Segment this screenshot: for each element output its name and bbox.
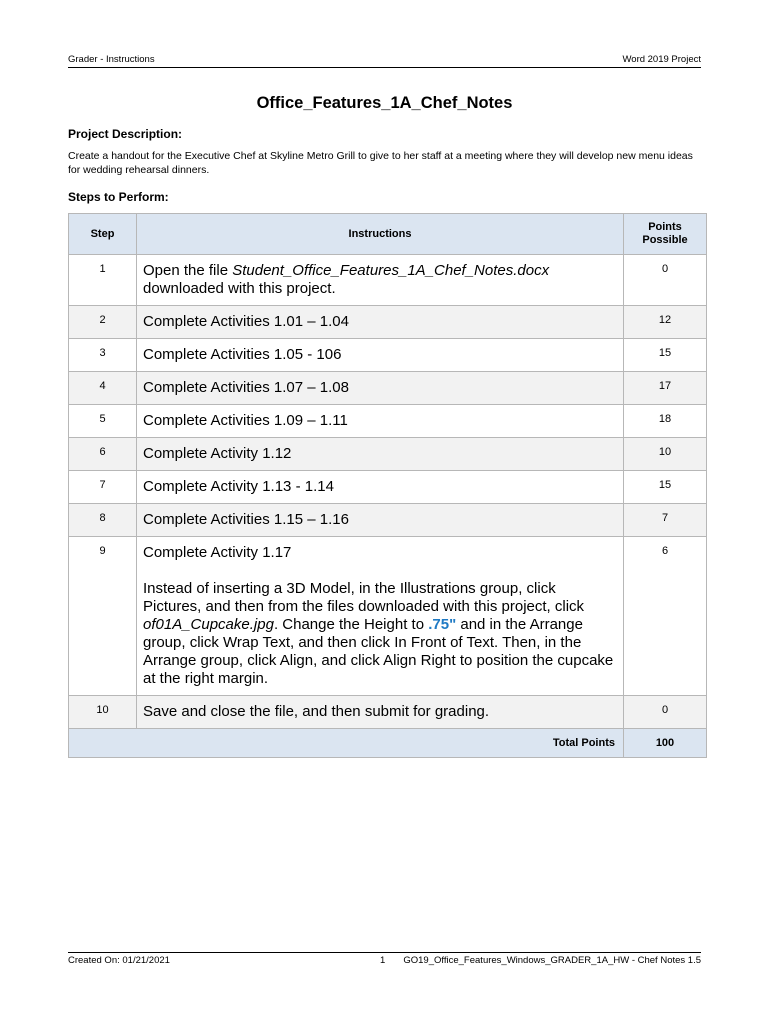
table-row xyxy=(69,372,707,405)
table-row xyxy=(69,696,707,729)
steps-heading: Steps to Perform: xyxy=(68,190,169,204)
table-row xyxy=(69,471,707,504)
project-description-text: Create a handout for the Executive Chef at Skyline Metro Grill to give to her staff at a meeting where they will develop new menu ideas for wedding rehearsal dinners. xyxy=(68,150,693,176)
step-points: 12 xyxy=(624,306,707,339)
step-instructions: Save and close the file, and then submit for grading. xyxy=(137,696,624,729)
step-instructions: Complete Activity 1.12 xyxy=(137,438,624,471)
table-header-row xyxy=(69,214,707,255)
step-number: 2 xyxy=(69,306,137,339)
step-number: 8 xyxy=(69,504,137,537)
step-instructions: Complete Activities 1.09 – 1.11 xyxy=(137,405,624,438)
step-number: 7 xyxy=(69,471,137,504)
step-points: 17 xyxy=(624,372,707,405)
instruction-text: and in the Arrange group, click Wrap Text, and then click In Front of Text. Then, in the Arrange group, click Align, and click Align Right to position the cupcake at the right margin. xyxy=(143,616,614,687)
step-instructions: Complete Activities 1.07 – 1.08 xyxy=(137,372,624,405)
step-points: 18 xyxy=(624,405,707,438)
step-instructions: Complete Activities 1.01 – 1.04 xyxy=(137,306,624,339)
instruction-text: downloaded with this project. xyxy=(143,280,336,297)
column-header-step: Step xyxy=(69,214,137,255)
total-points-label: Total Points xyxy=(69,729,624,758)
project-description-heading: Project Description: xyxy=(68,127,183,141)
instruction-text: Open the file xyxy=(143,262,233,279)
table-row xyxy=(69,306,707,339)
column-header-points xyxy=(624,214,707,255)
points-header-line1: Points xyxy=(648,221,682,233)
total-row xyxy=(69,729,707,758)
page-footer xyxy=(68,952,701,983)
instruction-text: . Change the Height to xyxy=(273,616,429,633)
table-row xyxy=(69,537,707,696)
step-instructions: Complete Activity 1.13 - 1.14 xyxy=(137,471,624,504)
height-value: .75" xyxy=(428,616,457,633)
points-header-line2: Possible xyxy=(642,234,688,246)
step-points: 10 xyxy=(624,438,707,471)
file-name: Student_Office_Features_1A_Chef_Notes.docx xyxy=(232,262,550,279)
step-points: 15 xyxy=(624,339,707,372)
step-instructions: Complete Activities 1.15 – 1.16 xyxy=(137,504,624,537)
table-row xyxy=(69,255,707,306)
step-points: 0 xyxy=(624,255,707,306)
paragraph-spacer xyxy=(143,562,617,580)
step-number: 9 xyxy=(69,537,137,696)
created-date: Created On: 01/21/2021 xyxy=(68,955,170,966)
table-row xyxy=(69,438,707,471)
step-points: 7 xyxy=(624,504,707,537)
step-instructions xyxy=(137,255,624,306)
footer-document-name: GO19_Office_Features_Windows_GRADER_1A_HW - Chef Notes 1.5 xyxy=(403,955,701,966)
header-right-text: Word 2019 Project xyxy=(622,54,701,65)
step-number: 6 xyxy=(69,438,137,471)
file-name: of01A_Cupcake.jpg xyxy=(143,616,274,633)
steps-table xyxy=(68,213,707,758)
instruction-text: Instead of inserting a 3D Model, in the Illustrations group, click Pictures, and then from the files downloaded with this project, click xyxy=(143,580,585,615)
instruction-text: Complete Activity 1.17 xyxy=(143,544,292,561)
table-row xyxy=(69,504,707,537)
step-instructions xyxy=(137,537,624,696)
step-number: 1 xyxy=(69,255,137,306)
header-left-text: Grader - Instructions xyxy=(68,54,155,65)
table-row xyxy=(69,405,707,438)
step-points: 15 xyxy=(624,471,707,504)
step-number: 5 xyxy=(69,405,137,438)
step-number: 10 xyxy=(69,696,137,729)
document-title: Office_Features_1A_Chef_Notes xyxy=(256,94,513,112)
page-header xyxy=(68,53,701,68)
step-points: 0 xyxy=(624,696,707,729)
column-header-instructions: Instructions xyxy=(137,214,624,255)
step-number: 4 xyxy=(69,372,137,405)
step-instructions: Complete Activities 1.05 - 106 xyxy=(137,339,624,372)
table-row xyxy=(69,339,707,372)
step-number: 3 xyxy=(69,339,137,372)
total-points-value: 100 xyxy=(624,729,707,758)
page-number: 1 xyxy=(380,955,386,966)
step-points: 6 xyxy=(624,537,707,696)
